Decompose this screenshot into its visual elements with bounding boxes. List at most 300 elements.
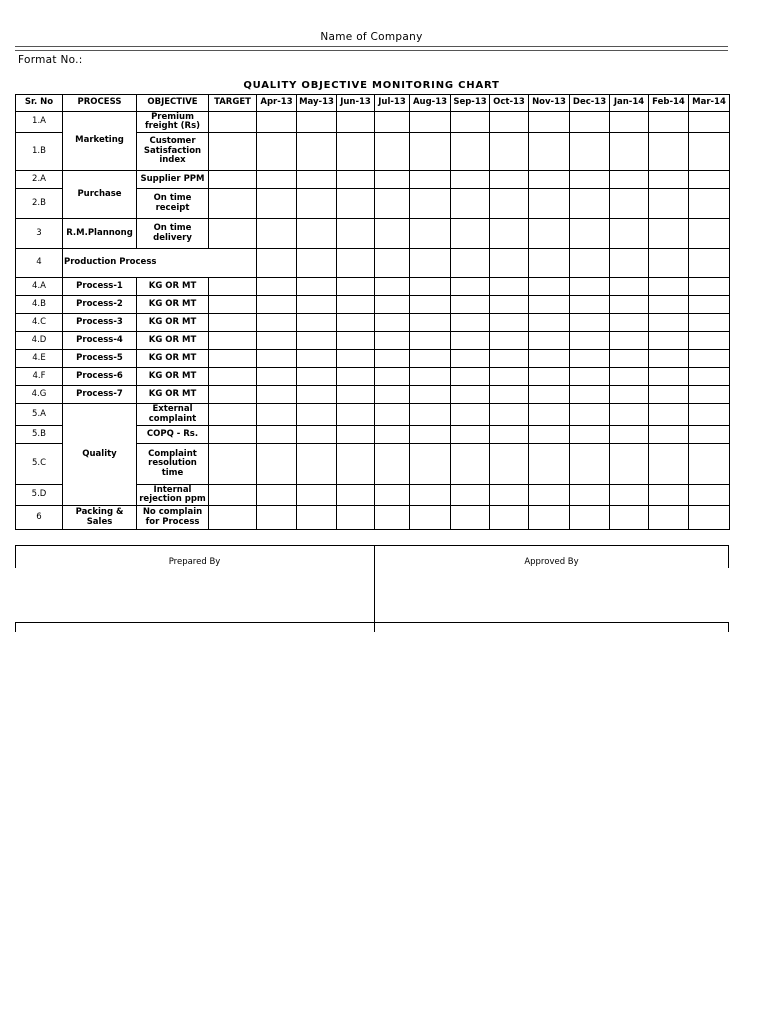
month-cell[interactable] — [257, 350, 297, 368]
month-cell[interactable] — [490, 278, 529, 296]
month-cell[interactable] — [337, 426, 375, 444]
month-cell[interactable] — [375, 249, 410, 278]
month-cell[interactable] — [337, 444, 375, 485]
process-cell: Packing & Sales — [63, 506, 137, 530]
signature-block — [15, 545, 728, 632]
approved-by-label: Approved By — [524, 557, 579, 567]
month-cell[interactable] — [610, 485, 649, 506]
target-cell[interactable] — [209, 506, 257, 530]
month-cell[interactable] — [490, 133, 529, 171]
month-cell[interactable] — [570, 314, 610, 332]
col-header-oct-13: Oct-13 — [490, 95, 529, 112]
month-cell[interactable] — [375, 314, 410, 332]
month-cell[interactable] — [451, 485, 490, 506]
month-cell[interactable] — [375, 404, 410, 426]
month-cell[interactable] — [490, 249, 529, 278]
month-cell[interactable] — [529, 386, 570, 404]
month-cell[interactable] — [410, 171, 451, 189]
month-cell[interactable] — [649, 444, 689, 485]
month-cell[interactable] — [490, 112, 529, 133]
month-cell[interactable] — [490, 350, 529, 368]
month-cell[interactable] — [337, 249, 375, 278]
target-cell[interactable] — [209, 444, 257, 485]
month-cell[interactable] — [570, 219, 610, 249]
month-cell[interactable] — [649, 112, 689, 133]
sr-no-cell: 4.G — [16, 386, 63, 404]
month-cell[interactable] — [570, 332, 610, 350]
month-cell[interactable] — [297, 350, 337, 368]
month-cell[interactable] — [375, 332, 410, 350]
objective-cell: KG OR MT — [137, 332, 209, 350]
target-cell[interactable] — [209, 350, 257, 368]
month-cell[interactable] — [451, 350, 490, 368]
month-cell[interactable] — [337, 278, 375, 296]
process-cell: Process-6 — [63, 368, 137, 386]
sr-no-cell: 3 — [16, 219, 63, 249]
month-cell[interactable] — [649, 133, 689, 171]
month-cell[interactable] — [689, 506, 730, 530]
month-cell[interactable] — [570, 386, 610, 404]
month-cell[interactable] — [297, 249, 337, 278]
month-cell[interactable] — [649, 278, 689, 296]
objective-cell: Internal rejection ppm — [137, 485, 209, 506]
month-cell[interactable] — [375, 189, 410, 219]
month-cell[interactable] — [689, 219, 730, 249]
signature-right-border — [728, 545, 729, 568]
month-cell[interactable] — [451, 314, 490, 332]
month-cell[interactable] — [451, 426, 490, 444]
month-cell[interactable] — [297, 133, 337, 171]
month-cell[interactable] — [337, 189, 375, 219]
month-cell[interactable] — [529, 485, 570, 506]
signature-bottom-right-tick — [728, 622, 729, 632]
month-cell[interactable] — [410, 112, 451, 133]
objective-cell: KG OR MT — [137, 296, 209, 314]
table-row — [16, 249, 730, 278]
sr-no-cell: 1.A — [16, 112, 63, 133]
month-cell[interactable] — [689, 444, 730, 485]
month-cell[interactable] — [297, 189, 337, 219]
month-cell[interactable] — [297, 485, 337, 506]
month-cell[interactable] — [297, 314, 337, 332]
month-cell[interactable] — [375, 171, 410, 189]
target-cell[interactable] — [209, 426, 257, 444]
month-cell[interactable] — [257, 219, 297, 249]
month-cell[interactable] — [257, 368, 297, 386]
month-cell[interactable] — [570, 444, 610, 485]
month-cell[interactable] — [451, 444, 490, 485]
month-cell[interactable] — [529, 219, 570, 249]
month-cell[interactable] — [257, 444, 297, 485]
month-cell[interactable] — [649, 404, 689, 426]
process-cell: Purchase — [63, 171, 137, 219]
month-cell[interactable] — [375, 444, 410, 485]
target-cell[interactable] — [209, 296, 257, 314]
month-cell[interactable] — [689, 350, 730, 368]
month-cell[interactable] — [689, 112, 730, 133]
month-cell[interactable] — [375, 278, 410, 296]
month-cell[interactable] — [570, 133, 610, 171]
objective-cell: Premium freight (Rs) — [137, 112, 209, 133]
target-cell[interactable] — [209, 386, 257, 404]
month-cell[interactable] — [570, 506, 610, 530]
month-cell[interactable] — [529, 368, 570, 386]
month-cell[interactable] — [610, 426, 649, 444]
col-header-sep-13: Sep-13 — [451, 95, 490, 112]
month-cell[interactable] — [337, 404, 375, 426]
month-cell[interactable] — [570, 296, 610, 314]
month-cell[interactable] — [649, 386, 689, 404]
table-row — [16, 219, 730, 249]
month-cell[interactable] — [490, 485, 529, 506]
target-cell[interactable] — [209, 171, 257, 189]
month-cell[interactable] — [297, 278, 337, 296]
sr-no-cell: 4 — [16, 249, 63, 278]
month-cell[interactable] — [257, 171, 297, 189]
sr-no-cell: 4.E — [16, 350, 63, 368]
month-cell[interactable] — [297, 296, 337, 314]
month-cell[interactable] — [297, 171, 337, 189]
target-cell[interactable] — [209, 133, 257, 171]
sr-no-cell: 2.A — [16, 171, 63, 189]
objective-cell: Complaint resolution time — [137, 444, 209, 485]
month-cell[interactable] — [337, 296, 375, 314]
month-cell[interactable] — [410, 332, 451, 350]
month-cell[interactable] — [297, 219, 337, 249]
month-cell[interactable] — [451, 386, 490, 404]
month-cell[interactable] — [490, 444, 529, 485]
month-cell[interactable] — [649, 485, 689, 506]
month-cell[interactable] — [451, 506, 490, 530]
month-cell[interactable] — [410, 350, 451, 368]
month-cell[interactable] — [375, 112, 410, 133]
month-cell[interactable] — [375, 368, 410, 386]
col-header-sr-no: Sr. No — [16, 95, 63, 112]
month-cell[interactable] — [297, 506, 337, 530]
month-cell[interactable] — [570, 404, 610, 426]
month-cell[interactable] — [297, 112, 337, 133]
target-cell[interactable] — [209, 485, 257, 506]
month-cell[interactable] — [529, 350, 570, 368]
month-cell[interactable] — [570, 189, 610, 219]
month-cell[interactable] — [410, 314, 451, 332]
month-cell[interactable] — [570, 426, 610, 444]
month-cell[interactable] — [649, 296, 689, 314]
production-process-cell: Production Process — [63, 249, 257, 278]
month-cell[interactable] — [529, 171, 570, 189]
month-cell[interactable] — [529, 189, 570, 219]
process-cell: Process-4 — [63, 332, 137, 350]
sr-no-cell: 4.B — [16, 296, 63, 314]
month-cell[interactable] — [410, 386, 451, 404]
month-cell[interactable] — [610, 249, 649, 278]
sr-no-cell: 4.F — [16, 368, 63, 386]
month-cell[interactable] — [410, 444, 451, 485]
objective-cell: External complaint — [137, 404, 209, 426]
objective-cell: KG OR MT — [137, 350, 209, 368]
month-cell[interactable] — [490, 296, 529, 314]
month-cell[interactable] — [570, 249, 610, 278]
month-cell[interactable] — [257, 426, 297, 444]
month-cell[interactable] — [689, 314, 730, 332]
col-header-dec-13: Dec-13 — [570, 95, 610, 112]
month-cell[interactable] — [375, 506, 410, 530]
month-cell[interactable] — [451, 278, 490, 296]
month-cell[interactable] — [490, 314, 529, 332]
process-cell: Process-7 — [63, 386, 137, 404]
target-cell[interactable] — [209, 112, 257, 133]
month-cell[interactable] — [649, 368, 689, 386]
month-cell[interactable] — [410, 506, 451, 530]
month-cell[interactable] — [375, 485, 410, 506]
target-cell[interactable] — [209, 278, 257, 296]
chart-title: QUALITY OBJECTIVE MONITORING CHART — [243, 80, 500, 91]
month-cell[interactable] — [257, 278, 297, 296]
month-cell[interactable] — [610, 296, 649, 314]
month-cell[interactable] — [689, 332, 730, 350]
target-cell[interactable] — [209, 189, 257, 219]
month-cell[interactable] — [297, 444, 337, 485]
month-cell[interactable] — [689, 368, 730, 386]
month-cell[interactable] — [570, 485, 610, 506]
month-cell[interactable] — [490, 386, 529, 404]
month-cell[interactable] — [337, 368, 375, 386]
objective-cell: KG OR MT — [137, 278, 209, 296]
month-cell[interactable] — [451, 249, 490, 278]
month-cell[interactable] — [610, 314, 649, 332]
month-cell[interactable] — [649, 171, 689, 189]
month-cell[interactable] — [257, 332, 297, 350]
objective-cell: COPQ - Rs. — [137, 426, 209, 444]
month-cell[interactable] — [490, 171, 529, 189]
month-cell[interactable] — [610, 506, 649, 530]
month-cell[interactable] — [610, 189, 649, 219]
month-cell[interactable] — [451, 219, 490, 249]
month-cell[interactable] — [410, 426, 451, 444]
month-cell[interactable] — [257, 296, 297, 314]
month-cell[interactable] — [490, 426, 529, 444]
month-cell[interactable] — [297, 426, 337, 444]
month-cell[interactable] — [257, 249, 297, 278]
month-cell[interactable] — [610, 444, 649, 485]
month-cell[interactable] — [451, 332, 490, 350]
month-cell[interactable] — [689, 189, 730, 219]
month-cell[interactable] — [297, 368, 337, 386]
month-cell[interactable] — [337, 314, 375, 332]
month-cell[interactable] — [337, 332, 375, 350]
month-cell[interactable] — [297, 404, 337, 426]
month-cell[interactable] — [257, 112, 297, 133]
month-cell[interactable] — [297, 332, 337, 350]
month-cell[interactable] — [529, 112, 570, 133]
month-cell[interactable] — [410, 189, 451, 219]
month-cell[interactable] — [410, 368, 451, 386]
month-cell[interactable] — [689, 249, 730, 278]
month-cell[interactable] — [410, 404, 451, 426]
sr-no-cell: 6 — [16, 506, 63, 530]
month-cell[interactable] — [375, 296, 410, 314]
sr-no-cell: 4.C — [16, 314, 63, 332]
month-cell[interactable] — [490, 219, 529, 249]
col-header-jul-13: Jul-13 — [375, 95, 410, 112]
col-header-nov-13: Nov-13 — [529, 95, 570, 112]
sr-no-cell: 5.A — [16, 404, 63, 426]
header-rule-bottom — [15, 50, 728, 51]
month-cell[interactable] — [610, 133, 649, 171]
month-cell[interactable] — [689, 426, 730, 444]
month-cell[interactable] — [649, 426, 689, 444]
month-cell[interactable] — [529, 314, 570, 332]
month-cell[interactable] — [689, 278, 730, 296]
month-cell[interactable] — [451, 112, 490, 133]
col-header-feb-14: Feb-14 — [649, 95, 689, 112]
month-cell[interactable] — [375, 426, 410, 444]
month-cell[interactable] — [410, 485, 451, 506]
month-cell[interactable] — [375, 133, 410, 171]
process-cell: Process-3 — [63, 314, 137, 332]
target-cell[interactable] — [209, 219, 257, 249]
month-cell[interactable] — [689, 171, 730, 189]
table-row — [16, 386, 730, 404]
target-cell[interactable] — [209, 314, 257, 332]
month-cell[interactable] — [529, 332, 570, 350]
month-cell[interactable] — [529, 133, 570, 171]
month-cell[interactable] — [610, 368, 649, 386]
month-cell[interactable] — [610, 219, 649, 249]
target-cell[interactable] — [209, 332, 257, 350]
table-row — [16, 171, 730, 189]
month-cell[interactable] — [257, 386, 297, 404]
sr-no-cell: 4.A — [16, 278, 63, 296]
month-cell[interactable] — [689, 404, 730, 426]
month-cell[interactable] — [451, 171, 490, 189]
col-header-mar-14: Mar-14 — [689, 95, 730, 112]
month-cell[interactable] — [649, 332, 689, 350]
month-cell[interactable] — [649, 506, 689, 530]
month-cell[interactable] — [451, 368, 490, 386]
month-cell[interactable] — [649, 249, 689, 278]
month-cell[interactable] — [689, 485, 730, 506]
table-row — [16, 112, 730, 133]
month-cell[interactable] — [337, 485, 375, 506]
month-cell[interactable] — [451, 404, 490, 426]
month-cell[interactable] — [610, 278, 649, 296]
month-cell[interactable] — [375, 219, 410, 249]
table-row — [16, 332, 730, 350]
month-cell[interactable] — [490, 332, 529, 350]
month-cell[interactable] — [649, 219, 689, 249]
month-cell[interactable] — [410, 133, 451, 171]
month-cell[interactable] — [490, 368, 529, 386]
month-cell[interactable] — [529, 296, 570, 314]
process-cell: R.M.Plannong — [63, 219, 137, 249]
month-cell[interactable] — [257, 404, 297, 426]
month-cell[interactable] — [610, 350, 649, 368]
month-cell[interactable] — [375, 350, 410, 368]
objective-cell: On time delivery — [137, 219, 209, 249]
month-cell[interactable] — [410, 249, 451, 278]
month-cell[interactable] — [529, 249, 570, 278]
table-row — [16, 404, 730, 426]
month-cell[interactable] — [337, 506, 375, 530]
sr-no-cell: 2.B — [16, 189, 63, 219]
month-cell[interactable] — [610, 112, 649, 133]
month-cell[interactable] — [297, 386, 337, 404]
month-cell[interactable] — [410, 296, 451, 314]
month-cell[interactable] — [257, 314, 297, 332]
process-cell: Quality — [63, 404, 137, 506]
month-cell[interactable] — [451, 189, 490, 219]
month-cell[interactable] — [529, 444, 570, 485]
month-cell[interactable] — [257, 189, 297, 219]
process-cell: Process-5 — [63, 350, 137, 368]
month-cell[interactable] — [570, 350, 610, 368]
month-cell[interactable] — [649, 189, 689, 219]
sr-no-cell: 1.B — [16, 133, 63, 171]
target-cell[interactable] — [209, 368, 257, 386]
col-header-objective: OBJECTIVE — [137, 95, 209, 112]
month-cell[interactable] — [375, 386, 410, 404]
target-cell[interactable] — [209, 404, 257, 426]
month-cell[interactable] — [410, 219, 451, 249]
month-cell[interactable] — [570, 368, 610, 386]
month-cell[interactable] — [689, 386, 730, 404]
month-cell[interactable] — [529, 404, 570, 426]
month-cell[interactable] — [570, 171, 610, 189]
month-cell[interactable] — [649, 314, 689, 332]
month-cell[interactable] — [689, 133, 730, 171]
sr-no-cell: 4.D — [16, 332, 63, 350]
col-header-target: TARGET — [209, 95, 257, 112]
month-cell[interactable] — [257, 485, 297, 506]
month-cell[interactable] — [337, 133, 375, 171]
month-cell[interactable] — [451, 296, 490, 314]
objective-cell: Supplier PPM — [137, 171, 209, 189]
month-cell[interactable] — [689, 296, 730, 314]
month-cell[interactable] — [257, 133, 297, 171]
signature-bottom-border — [15, 622, 728, 623]
month-cell[interactable] — [529, 506, 570, 530]
objective-cell: KG OR MT — [137, 368, 209, 386]
month-cell[interactable] — [257, 506, 297, 530]
month-cell[interactable] — [570, 278, 610, 296]
month-cell[interactable] — [490, 506, 529, 530]
header-row — [16, 95, 730, 112]
month-cell[interactable] — [337, 386, 375, 404]
month-cell[interactable] — [337, 350, 375, 368]
month-cell[interactable] — [337, 219, 375, 249]
month-cell[interactable] — [570, 112, 610, 133]
col-header-jan-14: Jan-14 — [610, 95, 649, 112]
month-cell[interactable] — [337, 112, 375, 133]
month-cell[interactable] — [610, 404, 649, 426]
month-cell[interactable] — [490, 404, 529, 426]
month-cell[interactable] — [610, 171, 649, 189]
objective-cell: KG OR MT — [137, 314, 209, 332]
month-cell[interactable] — [529, 278, 570, 296]
month-cell[interactable] — [529, 426, 570, 444]
month-cell[interactable] — [337, 171, 375, 189]
month-cell[interactable] — [649, 350, 689, 368]
objective-cell: Customer Satisfaction index — [137, 133, 209, 171]
month-cell[interactable] — [610, 332, 649, 350]
table-row — [16, 506, 730, 530]
objective-cell: No complain for Process — [137, 506, 209, 530]
month-cell[interactable] — [490, 189, 529, 219]
month-cell[interactable] — [451, 133, 490, 171]
month-cell[interactable] — [610, 386, 649, 404]
month-cell[interactable] — [410, 278, 451, 296]
